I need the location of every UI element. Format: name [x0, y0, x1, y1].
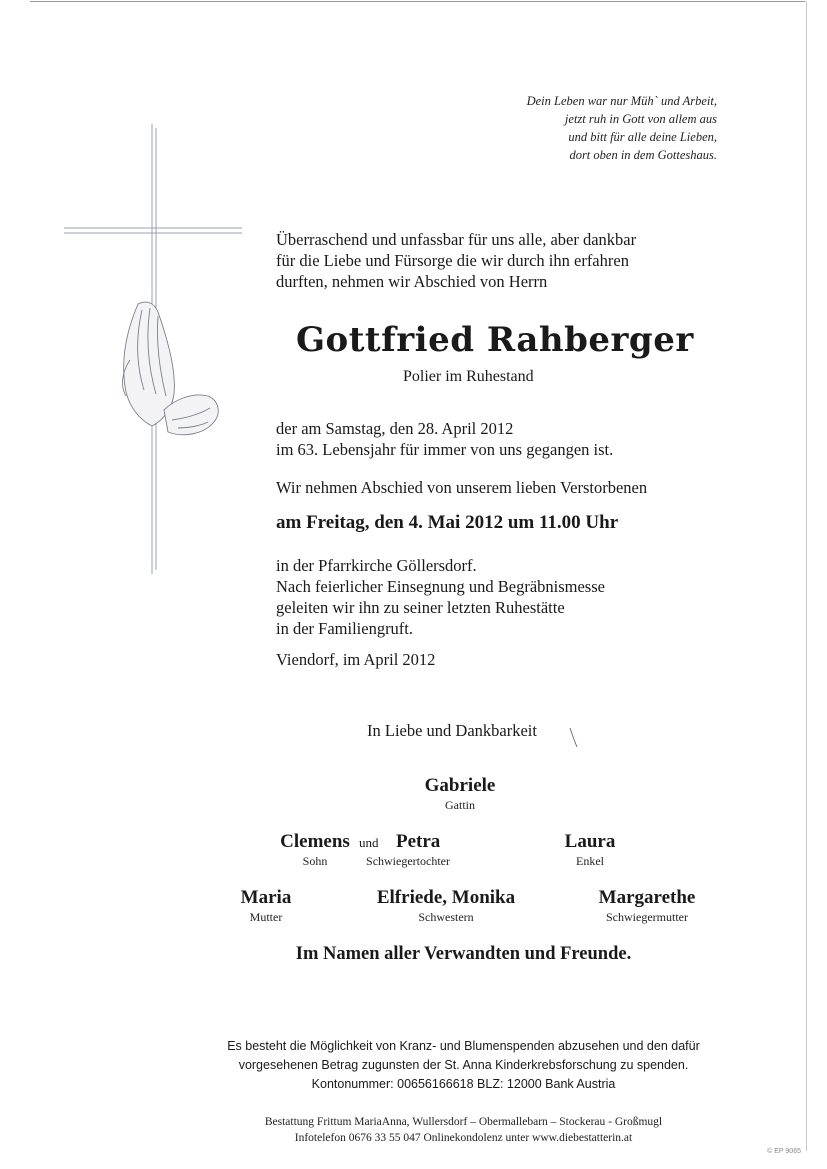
footer-line: Infotelefon 0676 33 55 047 Onlinekondolenz unter www.diebestatterin.at [294, 1132, 633, 1144]
closing-line: Im Namen aller Verwandten und Freunde. [295, 944, 632, 964]
mourner-gabriele [410, 775, 510, 813]
und-connector: und [359, 835, 379, 850]
donation-note [0, 1037, 827, 1094]
intro-line: durften, nehmen wir Abschied von Herrn [276, 272, 548, 291]
pen-mark-icon [568, 726, 580, 750]
mourner-sisters [366, 887, 526, 925]
footer-line: Bestattung Frittum MariaAnna, Wullersdorf – Obermallebarn – Stockerau - Großmugl [264, 1116, 663, 1128]
location-line: Nach feierlicher Einsegnung und Begräbnismesse [276, 577, 605, 596]
mourner-margarethe [584, 887, 710, 925]
mourner-relation: Enkel [576, 854, 604, 868]
mourner-name: Gabriele [424, 775, 496, 796]
mourner-maria [226, 887, 306, 925]
mourner-name: Petra [396, 831, 441, 852]
poem-line: dort oben in dem Gotteshaus. [569, 148, 717, 162]
farewell-text: Wir nehmen Abschied von unserem lieben Verstorbenen [276, 478, 648, 497]
page-top-edge [30, 1, 805, 2]
mourner-relation: Mutter [249, 910, 283, 924]
page-border [806, 1, 807, 1151]
donation-account: Kontonummer: 00656166618 BLZ: 12000 Bank Austria [311, 1077, 616, 1091]
donation-line: vorgesehenen Betrag zugunsten der St. Anna Kinderkrebsforschung zu spenden. [238, 1058, 689, 1072]
death-info [276, 418, 613, 460]
mourner-clemens [270, 831, 360, 869]
mourner-relation: Schwestern [418, 910, 474, 924]
intro-paragraph [276, 229, 636, 292]
mourner-relation: Gattin [445, 798, 475, 812]
deceased-occupation: Polier im Ruhestand [403, 368, 534, 385]
cross-praying-hands-icon [60, 124, 250, 574]
mourner-name: Margarethe [598, 887, 696, 908]
mourner-laura [550, 831, 630, 869]
greeting: In Liebe und Dankbarkeit [367, 721, 537, 740]
location-line: geleiten wir ihn zu seiner letzten Ruhestätte [276, 598, 565, 617]
mourner-petra [352, 831, 464, 869]
death-info-line: der am Samstag, den 28. April 2012 [276, 419, 514, 438]
location-paragraph [276, 555, 605, 639]
poem-line: Dein Leben war nur Müh` und Arbeit, [526, 94, 717, 108]
mourner-relation: Sohn [302, 854, 328, 868]
poem-line: und bitt für alle deine Lieben, [568, 130, 717, 144]
place-date: Viendorf, im April 2012 [276, 650, 436, 669]
deceased-name: Gottfried Rahberger [296, 320, 694, 360]
location-line: in der Familiengruft. [276, 619, 414, 638]
donation-line: Es besteht die Möglichkeit von Kranz- und Blumenspenden abzusehen und den dafür [227, 1039, 700, 1053]
ceremony-date: am Freitag, den 4. Mai 2012 um 11.00 Uhr [276, 512, 619, 533]
mourner-relation: Schwiegermutter [606, 910, 688, 924]
death-info-line: im 63. Lebensjahr für immer von uns gegangen ist. [276, 440, 614, 459]
mourner-name: Laura [564, 831, 616, 852]
funeral-home-footer [0, 1114, 827, 1146]
print-stamp: © EP 9065 [767, 1148, 801, 1155]
mourner-name: Clemens [280, 831, 350, 852]
intro-line: Überraschend und unfassbar für uns alle, aber dankbar [276, 230, 637, 249]
location-line: in der Pfarrkirche Göllersdorf. [276, 556, 477, 575]
poem-line: jetzt ruh in Gott von allem aus [564, 112, 717, 126]
mourner-relation: Schwiegertochter [366, 854, 450, 868]
mourner-name: Maria [240, 887, 292, 908]
poem [527, 92, 717, 164]
mourner-name: Elfriede, Monika [376, 887, 516, 908]
intro-line: für die Liebe und Fürsorge die wir durch ihn erfahren [276, 251, 629, 270]
